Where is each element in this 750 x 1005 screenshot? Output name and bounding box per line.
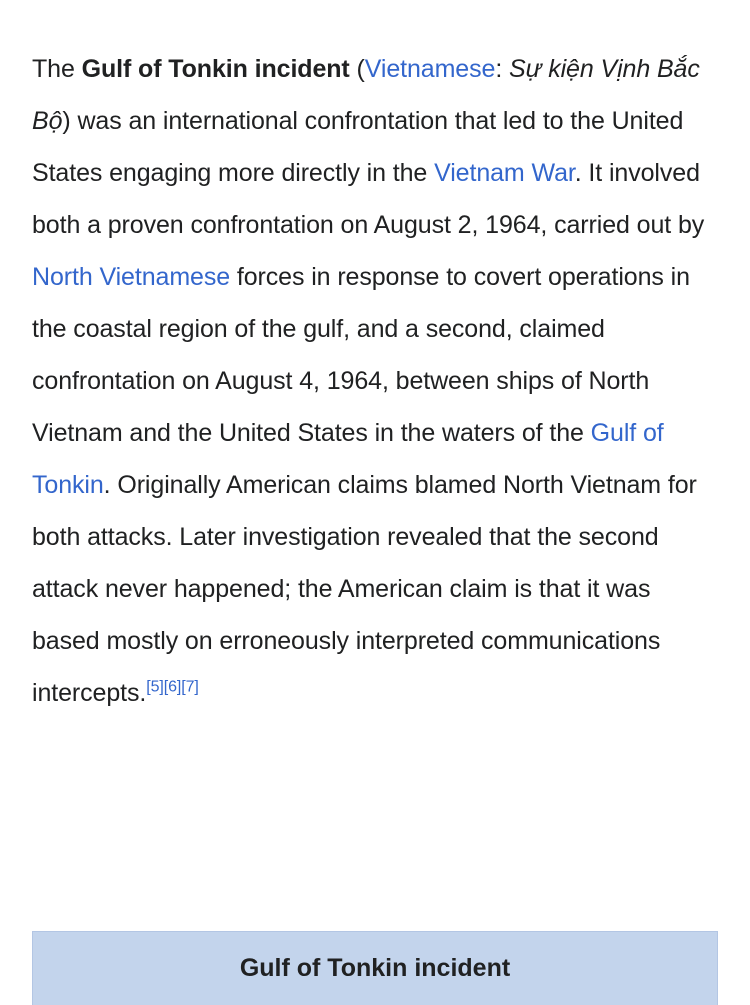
citation-ref-6-link[interactable]: [6] xyxy=(163,678,182,696)
vietnamese-name: Sự kiện Vịnh Bắc Bộ xyxy=(32,55,700,135)
citation-ref-7-link[interactable]: [7] xyxy=(181,678,199,696)
citation-ref-5-link[interactable]: [5] xyxy=(146,678,164,696)
lead-text-segment-6: forces in response to covert operations in the coastal region of the gulf, and a second, claimed confrontation on August 4, 1964, between ships of North Vietnam and the United States in the waters of the xyxy=(32,263,690,447)
link-vietnam-war[interactable]: Vietnam War xyxy=(434,159,575,187)
lead-text-segment-2: ( xyxy=(349,55,365,83)
link-gulf-of-tonkin[interactable]: Gulf of Tonkin xyxy=(32,419,664,499)
citation-ref-7[interactable] xyxy=(181,679,199,696)
lead-text-segment-4: ) was an international confrontation that led to the United States engaging more directly in the xyxy=(32,107,684,187)
lead-text-segment-1: The xyxy=(32,55,82,83)
infobox-title: Gulf of Tonkin incident xyxy=(239,954,511,982)
article-title-bold: Gulf of Tonkin incident xyxy=(81,55,350,83)
citation-ref-5[interactable] xyxy=(146,679,164,696)
lead-paragraph xyxy=(32,43,718,719)
infobox xyxy=(32,931,718,1005)
lead-text-segment-3: : xyxy=(495,55,510,83)
citation-ref-6[interactable] xyxy=(164,679,182,696)
link-north-vietnamese[interactable]: North Vietnamese xyxy=(32,263,231,291)
link-vietnamese[interactable]: Vietnamese xyxy=(364,55,496,83)
lead-text-segment-7: . Originally American claims blamed North Vietnam for both attacks. Later investigation revealed that the second attack never happened; the American claim is that it was based mostly on erroneously interpreted communications intercepts. xyxy=(32,471,697,707)
lead-text-segment-5: . It involved both a proven confrontation on August 2, 1964, carried out by xyxy=(32,159,705,239)
